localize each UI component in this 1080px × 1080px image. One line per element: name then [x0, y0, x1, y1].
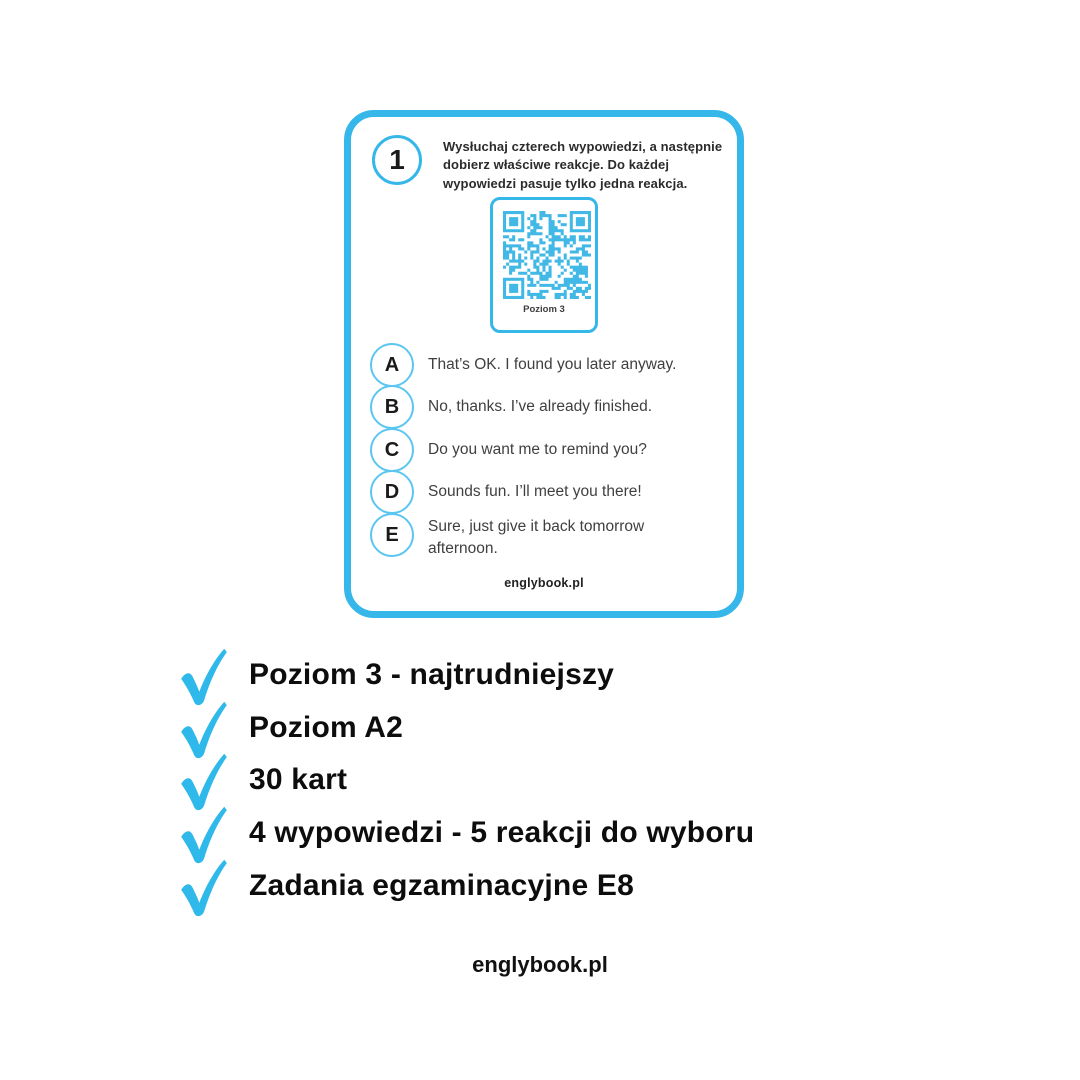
- option-letter-badge: [370, 428, 414, 472]
- task-number: 1: [389, 144, 405, 175]
- option-letter: D: [384, 480, 400, 503]
- option-text: Sounds fun. I’ll meet you there!: [428, 483, 642, 500]
- task-instruction: Wysłuchaj czterech wypowiedzi, a następnie dobierz właściwe reakcje. Do każdej wypowiedzi pasuje tylko jedna reakcja.: [443, 139, 723, 191]
- qr-box: [490, 197, 598, 333]
- option-text: Do you want me to remind you?: [428, 441, 647, 458]
- option-row-c: [370, 428, 730, 472]
- option-row-a: [370, 343, 730, 387]
- feature-label: 30 kart: [249, 763, 348, 796]
- option-letter: C: [384, 438, 400, 461]
- option-letter-badge: [370, 513, 414, 557]
- option-letter: B: [384, 395, 400, 418]
- option-letter-badge: [370, 343, 414, 387]
- option-letter: A: [384, 353, 400, 376]
- option-letter-badge: [370, 470, 414, 514]
- feature-label: Poziom A2: [249, 711, 404, 744]
- task-card: [344, 110, 744, 618]
- option-text: Sure, just give it back tomorrow afternoon.: [428, 518, 645, 557]
- brand-footer: englybook.pl: [472, 952, 608, 977]
- card-footer-brand: englybook.pl: [504, 576, 584, 590]
- feature-item: [175, 803, 754, 863]
- feature-item: [175, 698, 403, 758]
- feature-item: [175, 645, 614, 705]
- checkmark-icon: [175, 858, 227, 920]
- option-letter: E: [385, 523, 399, 546]
- qr-label: Poziom 3: [523, 304, 565, 315]
- feature-item: [175, 750, 347, 810]
- option-letter-badge: [370, 385, 414, 429]
- task-number-badge: [372, 135, 422, 185]
- feature-label: 4 wypowiedzi - 5 reakcji do wyboru: [249, 816, 755, 849]
- feature-item: [175, 856, 634, 916]
- feature-label: Poziom 3 - najtrudniejszy: [249, 658, 615, 691]
- option-text: No, thanks. I’ve already finished.: [428, 398, 653, 415]
- feature-label: Zadania egzaminacyjne E8: [249, 869, 634, 902]
- option-row-d: [370, 470, 730, 514]
- option-row-e: [370, 513, 730, 560]
- qr-code-icon: [503, 211, 591, 299]
- option-text: That’s OK. I found you later anyway.: [428, 356, 677, 373]
- option-row-b: [370, 385, 730, 429]
